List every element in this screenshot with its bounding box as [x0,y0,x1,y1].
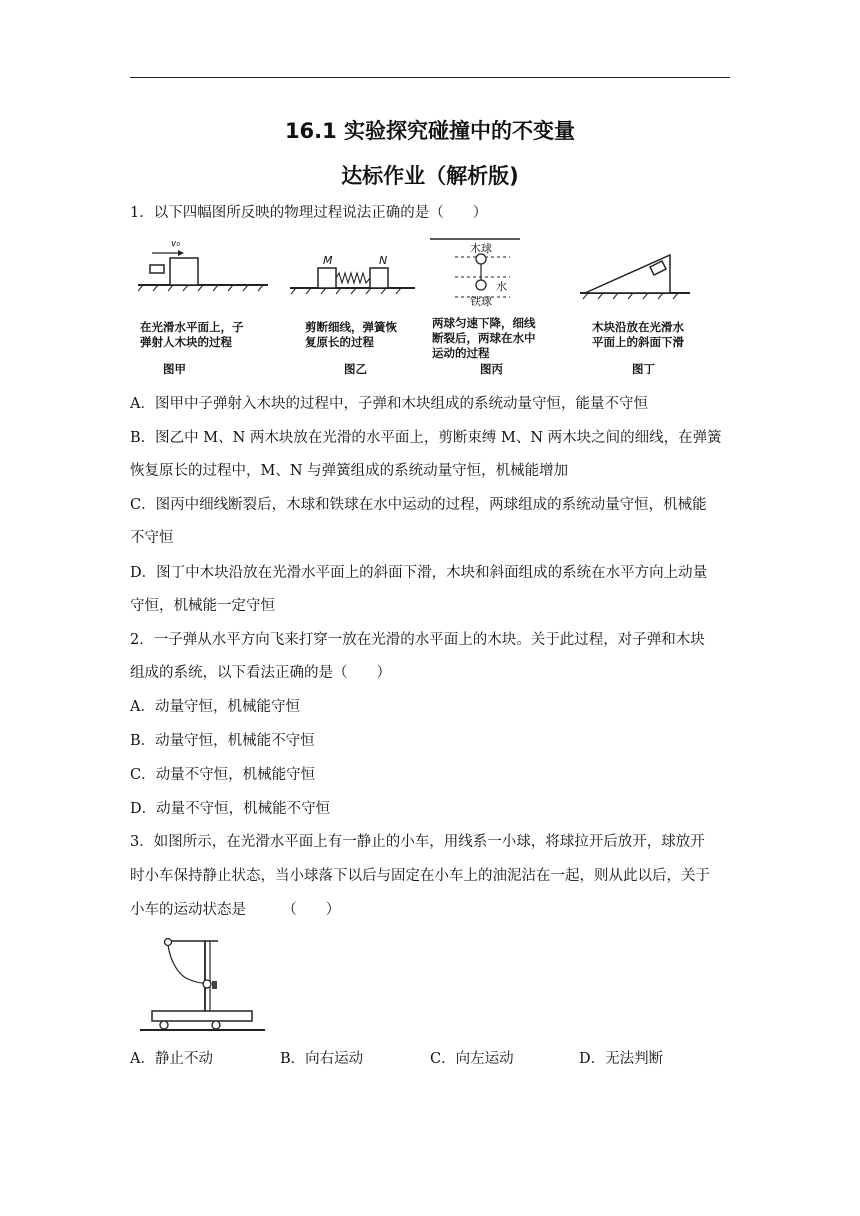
figure-cart [140,935,265,1035]
q3-option-c: C．向左运动 [430,1051,514,1067]
q3-stem-1: 3．如图所示，在光滑水平面上有一静止的小车，用线系一小球，将球拉开后放开，球放开 [130,834,705,850]
figure-bing-caption-3: 运动的过程 [432,346,490,360]
page-title: 16.1 实验探究碰撞中的不变量 [284,119,576,143]
figure-yi-caption-2: 复原长的过程 [305,335,374,349]
q1-option-a: A．图甲中子弹射入木块的过程中，子弹和木块组成的系统动量守恒，能量不守恒 [130,396,648,412]
q1-option-c: C．图丙中细线断裂后，木球和铁球在水中运动的过程，两球组成的系统动量守恒，机械能 [130,497,707,513]
figure-jia-caption-1: 在光滑水平面上，子 [140,320,244,334]
figure-bing-label-water: 水 [496,280,507,293]
q3-option-d: D．无法判断 [579,1051,664,1067]
figure-ding-caption-2: 平面上的斜面下滑 [592,335,684,349]
figure-bing-label-wood: 木球 [470,242,492,255]
q1-option-b: B．图乙中 M、N 两木块放在光滑的水平面上，剪断束缚 M、N 两木块之间的细线，在弹簧 [130,430,722,446]
q2-option-c: C．动量不守恒，机械能守恒 [130,767,316,783]
figure-ding-name: 图丁 [632,362,655,376]
q2-stem-1: 2．一子弹从水平方向飞来打穿一放在光滑的水平面上的木块。关于此过程，对子弹和木块 [130,632,705,648]
q1-stem: 1．以下四幅图所反映的物理过程说法正确的是（ ） [130,205,488,221]
q2-option-d: D．动量不守恒，机械能不守恒 [130,801,331,817]
q3-option-a: A．静止不动 [130,1051,213,1067]
q2-option-a: A．动量守恒，机械能守恒 [130,699,300,715]
figure-yi [290,255,415,300]
header-rule [130,77,730,78]
figure-jia-name: 图甲 [163,362,186,376]
page-subtitle: 达标作业（解析版) [341,164,519,188]
figure-bing-caption-1: 两球匀速下降，细线 [432,316,536,330]
figure-bing-name: 图丙 [480,362,503,376]
q2-option-b: B．动量守恒，机械能不守恒 [130,733,315,749]
q1-option-d: D．图丁中木块沿放在光滑水平面上的斜面下滑，木块和斜面组成的系统在水平方向上动量 [130,565,708,581]
figure-jia-caption-2: 弹射人木块的过程 [140,335,232,349]
figure-bing-caption-2: 断裂后，两球在水中 [432,331,536,345]
figure-bing-label-iron: 铁球 [470,295,492,308]
q3-stem-2: 时小车保持静止状态，当小球落下以后与固定在小车上的油泥沾在一起，则从此以后，关于 [130,868,710,884]
figure-jia [138,240,268,300]
figure-ding [580,245,690,300]
q1-option-b-cont: 恢复原长的过程中，M、N 与弹簧组成的系统动量守恒，机械能增加 [130,463,569,479]
q2-stem-2: 组成的系统，以下看法正确的是（ ） [130,665,391,681]
q3-option-b: B．向右运动 [280,1051,364,1067]
figure-ding-caption-1: 木块沿放在光滑水 [592,320,684,334]
figure-jia-label-v: v₀ [171,239,180,249]
figure-yi-label-n: N [379,254,388,267]
figure-yi-caption-1: 剪断细线，弹簧恢 [305,320,397,334]
q1-option-d-cont: 守恒，机械能一定守恒 [130,598,275,614]
q1-option-c-cont: 不守恒 [130,530,174,546]
figure-yi-name: 图乙 [344,362,367,376]
figure-yi-label-m: M [323,254,333,267]
q3-stem-3: 小车的运动状态是 （ ） [130,902,341,918]
